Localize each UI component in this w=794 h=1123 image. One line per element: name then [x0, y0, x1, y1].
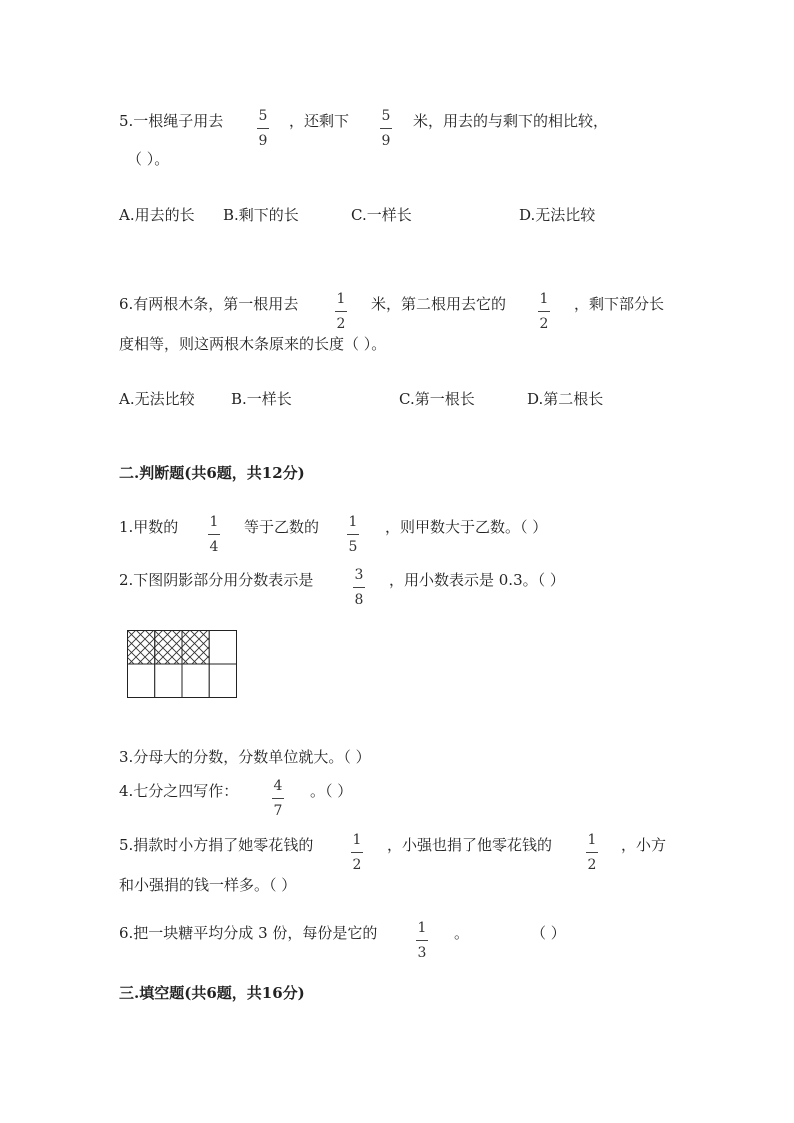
j6-fraction-1: 1 3 — [417, 920, 427, 961]
q5-text-c: 米，用去的与剩下的相比较， — [413, 112, 609, 130]
q5-option-d[interactable]: D.无法比较 — [519, 206, 596, 224]
q6-option-a[interactable]: A.无法比较 — [119, 390, 195, 408]
shaded-grid-figure — [127, 630, 237, 698]
grid-cell — [209, 631, 236, 665]
j5-fraction-1: 1 2 — [352, 832, 362, 873]
grid-cell — [182, 664, 209, 698]
q5-text-a: 5.一根绳子用去 — [119, 112, 224, 130]
grid-cell — [128, 664, 155, 698]
q6-text-c: ，剩下部分长 — [574, 295, 665, 313]
q6-option-d[interactable]: D.第二根长 — [527, 390, 604, 408]
shaded-cell — [128, 631, 155, 665]
j4-fraction-1: 4 7 — [273, 778, 283, 819]
j5-fraction-2: 1 2 — [587, 832, 597, 873]
q6-option-c[interactable]: C.第一根长 — [399, 390, 475, 408]
q6-option-b[interactable]: B.一样长 — [231, 390, 292, 408]
shaded-cell — [182, 631, 209, 665]
q5-option-a[interactable]: A.用去的长 — [119, 206, 195, 224]
q5-fraction-1: 5 9 — [258, 108, 268, 149]
q5-text-b: ，还剩下 — [289, 112, 350, 130]
q5-option-b[interactable]: B.剩下的长 — [223, 206, 299, 224]
j1-fraction-2: 1 5 — [348, 514, 358, 555]
q6-fraction-2: 1 2 — [539, 291, 549, 332]
q6-text-a: 6.有两根木条，第一根用去 — [119, 295, 299, 313]
shaded-cell — [155, 631, 182, 665]
j2-fraction-1: 3 8 — [354, 567, 364, 608]
grid-cell — [209, 664, 236, 698]
j1-fraction-1: 1 4 — [209, 514, 219, 555]
q5-option-c[interactable]: C.一样长 — [351, 206, 412, 224]
grid-cell — [155, 664, 182, 698]
q6-text-b: 米，第二根用去它的 — [371, 295, 507, 313]
q5-fraction-2: 5 9 — [381, 108, 391, 149]
q6-fraction-1: 1 2 — [336, 291, 346, 332]
